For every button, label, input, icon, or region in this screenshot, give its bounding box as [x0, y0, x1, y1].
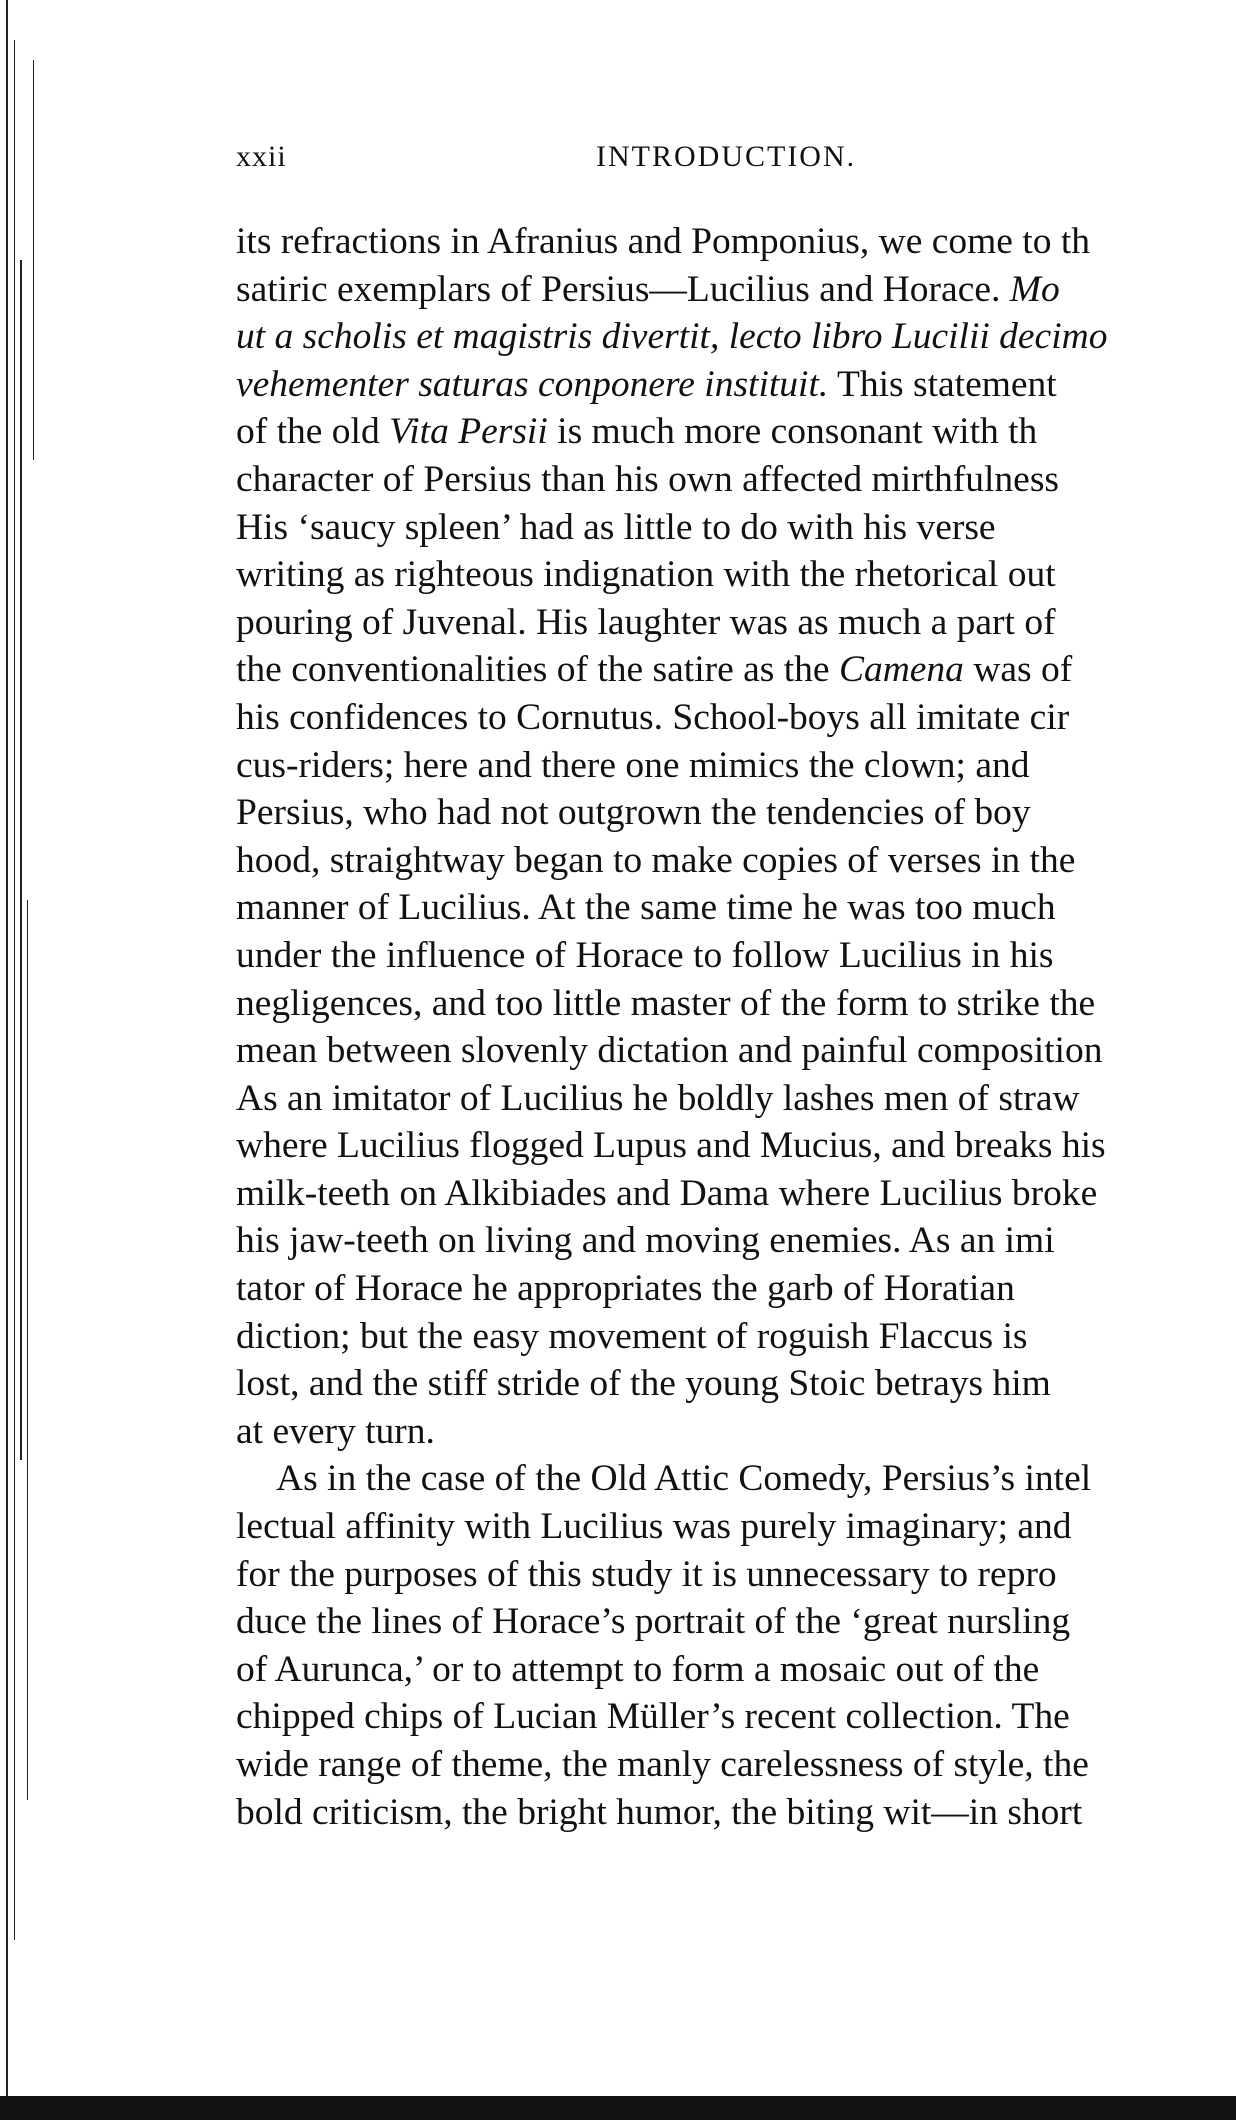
text-run: chipped chips of Lucian Müller’s recent collection. The: [236, 1696, 1070, 1738]
text-run: satiric exemplars of Persius—Lucilius and Horace.: [236, 268, 1010, 310]
page-number: xxii: [236, 140, 287, 173]
text-run: His ‘saucy spleen’ had as little to do with his verse: [236, 506, 996, 548]
text-line: [236, 1408, 1226, 1456]
text-run: lost, and the stiff stride of the young Stoic betrays him: [236, 1363, 1051, 1405]
text-line: [236, 1503, 1226, 1551]
text-line: [236, 1360, 1226, 1408]
text-line: [236, 1217, 1226, 1265]
italic-run: Mo: [1009, 268, 1060, 310]
text-run: As in the case of the Old Attic Comedy, Persius’s intel: [276, 1458, 1092, 1500]
text-line: [236, 408, 1226, 456]
text-run: tator of Horace he appropriates the garb of Horatian: [236, 1268, 1015, 1310]
text-run: diction; but the easy movement of roguish Flaccus is: [236, 1315, 1028, 1357]
text-line: [236, 1646, 1226, 1694]
text-line: [236, 266, 1226, 314]
scan-edge-bar: [0, 2096, 1236, 2120]
text-run: Persius, who had not outgrown the tendencies of boy: [236, 792, 1031, 834]
text-run: his confidences to Cornutus. School-boys all imitate cir: [236, 696, 1070, 738]
text-run: manner of Lucilius. At the same time he was too much: [236, 887, 1056, 929]
text-run: pouring of Juvenal. His laughter was as much a part of: [236, 601, 1056, 643]
text-line: [236, 599, 1226, 647]
text-run: bold criticism, the bright humor, the biting wit—in short: [236, 1791, 1083, 1833]
text-run: where Lucilius flogged Lupus and Mucius, and breaks his: [236, 1125, 1106, 1167]
text-run: negligences, and too little master of the form to strike the: [236, 982, 1096, 1024]
italic-run: Vita Persii: [389, 411, 548, 453]
text-line: [236, 313, 1226, 361]
text-run: under the influence of Horace to follow Lucilius in his: [236, 934, 1054, 976]
text-line: [236, 1741, 1226, 1789]
text-line: [236, 1789, 1226, 1837]
text-line: [236, 742, 1226, 790]
text-line: [236, 789, 1226, 837]
text-line: [236, 218, 1226, 266]
text-run: of the old: [236, 411, 390, 453]
text-line: [236, 1598, 1226, 1646]
text-run: milk-teeth on Alkibiades and Dama where Lucilius broke: [236, 1172, 1098, 1214]
text-line: [236, 1027, 1226, 1075]
text-run: of Aurunca,’ or to attempt to form a mosaic out of the: [236, 1648, 1040, 1690]
text-line: [236, 694, 1226, 742]
text-run: This statement: [828, 363, 1057, 405]
text-run: mean between slovenly dictation and painful composition: [236, 1030, 1103, 1072]
text-run: the conventionalities of the satire as the: [236, 649, 839, 691]
text-line: [236, 646, 1226, 694]
binding-gutter: [0, 0, 60, 2120]
text-line: [236, 837, 1226, 885]
text-run: duce the lines of Horace’s portrait of the ‘great nursling: [236, 1601, 1071, 1643]
text-line: [236, 932, 1226, 980]
text-line: [236, 456, 1226, 504]
text-line: [236, 1693, 1226, 1741]
text-run: wide range of theme, the manly carelessness of style, the: [236, 1744, 1089, 1785]
text-run: hood, straightway began to make copies of verses in the: [236, 839, 1076, 881]
text-run: is much more consonant with th: [547, 411, 1038, 453]
text-run: lectual affinity with Lucilius was purely imaginary; and: [236, 1506, 1072, 1548]
text-line: [236, 361, 1226, 409]
text-line: [236, 980, 1226, 1028]
text-run: at every turn.: [236, 1410, 435, 1452]
text-line: [236, 1551, 1226, 1599]
text-run: character of Persius than his own affected mirthfulness: [236, 458, 1060, 500]
text-run: As an imitator of Lucilius he boldly lashes men of straw: [236, 1077, 1080, 1119]
text-line: [236, 551, 1226, 599]
paragraph: [236, 218, 1226, 1455]
text-line: [236, 1170, 1226, 1218]
page-header: [236, 140, 1226, 180]
text-line: [236, 504, 1226, 552]
text-line: [236, 1313, 1226, 1361]
text-line: [236, 1455, 1226, 1503]
text-line: [236, 884, 1226, 932]
running-title: INTRODUCTION.: [596, 140, 857, 173]
italic-run: Camena: [838, 649, 964, 691]
text-run: for the purposes of this study it is unnecessary to repro: [236, 1553, 1057, 1595]
italic-run: ut a scholis et magistris divertit, lecto libro Lucilii decimo: [236, 316, 1108, 358]
text-run: his jaw-teeth on living and moving enemies. As an imi: [236, 1220, 1055, 1262]
paragraph: [236, 1455, 1226, 1836]
text-run: its refractions in Afranius and Pomponius, we come to th: [236, 221, 1091, 262]
italic-run: vehementer saturas conponere instituit.: [236, 363, 829, 405]
body-text: [236, 218, 1226, 1978]
text-run: was of: [963, 649, 1073, 691]
text-run: writing as righteous indignation with the rhetorical out: [236, 554, 1056, 596]
text-line: [236, 1265, 1226, 1313]
text-run: cus-riders; here and there one mimics the clown; and: [236, 744, 1030, 786]
text-line: [236, 1075, 1226, 1123]
text-line: [236, 1122, 1226, 1170]
